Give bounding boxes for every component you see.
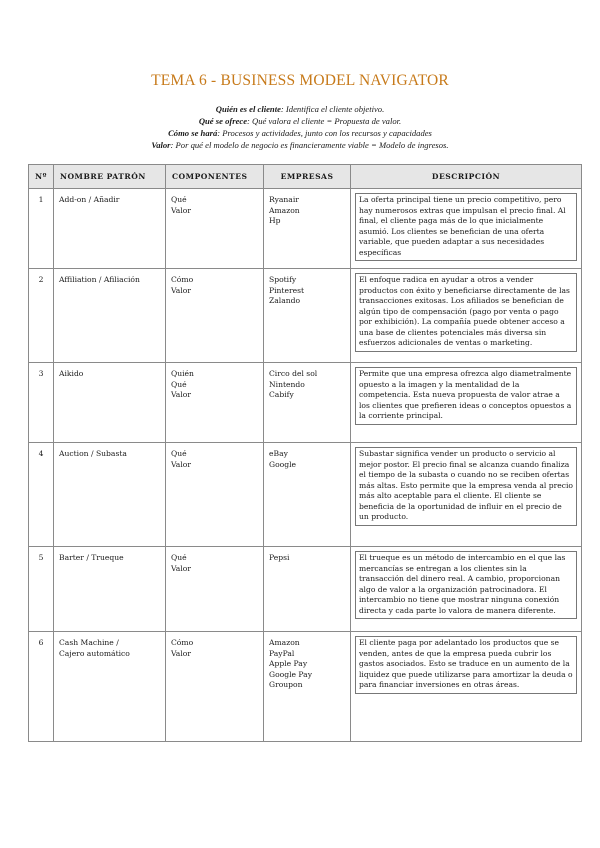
component-line: Valor <box>171 648 191 658</box>
header-components: COMPONENTES <box>166 165 264 189</box>
cell-company <box>264 443 351 547</box>
page-title: TEMA 6 - BUSINESS MODEL NAVIGATOR <box>151 72 449 89</box>
component-line: Valor <box>171 459 191 469</box>
pattern-line: Cash Machine / <box>59 638 119 647</box>
header-companies: EMPRESAS <box>264 165 351 189</box>
cell-num <box>29 443 54 547</box>
company-line: Amazon <box>269 638 300 647</box>
table-row <box>29 443 582 547</box>
component-line: Valor <box>171 563 191 573</box>
table-row <box>29 632 582 742</box>
cell-pattern <box>54 443 166 547</box>
cell-component <box>166 269 264 363</box>
cell-description <box>351 269 582 363</box>
pattern-line: Aikido <box>59 369 84 378</box>
company-line: Zalando <box>269 296 301 305</box>
component-line: Valor <box>171 285 191 295</box>
cell-company <box>264 632 351 742</box>
component-line: Qué <box>171 195 187 204</box>
company-line: PayPal <box>269 648 295 658</box>
description-text: El enfoque radica en ayudar a otros a vender productos con éxito y beneficiarse directamente de las transacciones exitosas. Los afiliados se benefician de algún tipo de compensación (pago por venta o pago por exhibición). La compañía puede obtener acceso a una base de clientes potenciales más diversa sin esfuerzos adicionales de ventas o marketing. <box>355 273 577 352</box>
company-line: Pinterest <box>269 285 305 295</box>
pattern-line: Cajero automático <box>59 648 130 658</box>
cell-num <box>29 632 54 742</box>
table-header-row <box>29 165 582 189</box>
intro-definitions <box>0 103 600 151</box>
cell-pattern <box>54 363 166 443</box>
header-description: DESCRIPCIÓN <box>351 165 582 189</box>
cell-description <box>351 632 582 742</box>
company-line: Google <box>269 459 296 469</box>
row-number: 2 <box>38 275 44 284</box>
cell-pattern <box>54 189 166 269</box>
cell-component <box>166 547 264 632</box>
intro-label: Valor <box>151 140 171 150</box>
cell-component <box>166 189 264 269</box>
header-num: Nº <box>29 165 54 189</box>
description-text: El cliente paga por adelantado los productos que se venden, antes de que la empresa pueda cubrir los gastos asociados. Esto se traduce en un aumento de la liquidez que puede utilizarse para amortizar la deuda o para financiar inversiones en otras áreas. <box>355 636 577 694</box>
row-number: 6 <box>38 638 44 647</box>
table-row <box>29 547 582 632</box>
cell-pattern <box>54 632 166 742</box>
component-line: Qué <box>171 449 187 458</box>
company-line: Pepsi <box>269 553 290 562</box>
company-line: eBay <box>269 449 288 458</box>
cell-pattern <box>54 269 166 363</box>
cell-component <box>166 363 264 443</box>
row-number: 5 <box>38 553 44 562</box>
cell-description <box>351 363 582 443</box>
company-line: Groupon <box>269 680 303 689</box>
pattern-line: Add-on / Añadir <box>59 195 120 204</box>
component-line: Cómo <box>171 275 194 284</box>
company-line: Hp <box>269 216 281 225</box>
description-text: Subastar significa vender un producto o servicio al mejor postor. El precio final se alcanza cuando finaliza el tiempo de la subasta o cuando no se reciben ofertas más altas. Esto permite que la empresa venda al precio más alto aceptable para el cliente. El cliente se beneficia de la oportunidad de influir en el precio de un producto. <box>355 447 577 526</box>
component-line: Qué <box>171 379 187 389</box>
cell-component <box>166 632 264 742</box>
company-line: Ryanair <box>269 195 299 204</box>
intro-line <box>0 115 600 127</box>
company-line: Apple Pay <box>269 659 308 668</box>
table-row <box>29 269 582 363</box>
description-text: El trueque es un método de intercambio en el que las mercancías se entregan a los clientes sin la transacción del dinero real. A cambio, proporcionan algo de valor a la organización patrocinadora. El intercambio no tiene que mostrar ninguna conexión directa y cada parte lo valora de manera diferente. <box>355 551 577 619</box>
cell-company <box>264 269 351 363</box>
row-number: 1 <box>38 195 44 204</box>
component-line: Quién <box>171 369 194 378</box>
cell-company <box>264 363 351 443</box>
cell-description <box>351 547 582 632</box>
company-line: Spotify <box>269 275 297 284</box>
cell-description <box>351 443 582 547</box>
cell-company <box>264 547 351 632</box>
company-line: Google Pay <box>269 669 312 679</box>
company-line: Cabify <box>269 390 294 399</box>
table-row <box>29 189 582 269</box>
intro-label: Quién es el cliente <box>215 104 281 114</box>
component-line: Qué <box>171 553 187 562</box>
intro-text: : Por qué el modelo de negocio es financieramente viable = Modelo de ingresos. <box>170 140 449 150</box>
component-line: Valor <box>171 205 191 215</box>
cell-num <box>29 189 54 269</box>
cell-num <box>29 269 54 363</box>
component-line: Valor <box>171 390 191 399</box>
intro-label: Qué se ofrece <box>198 116 248 126</box>
description-text: La oferta principal tiene un precio competitivo, pero hay numerosos extras que impulsan el precio final. Al final, el cliente paga más de lo que inicialmente asumió. Los clientes se benefician de una oferta variable, que pueden adaptar a sus necesidades específicas <box>355 193 577 261</box>
intro-text: : Qué valora el cliente = Propuesta de valor. <box>247 116 402 126</box>
pattern-line: Barter / Trueque <box>59 553 124 562</box>
pattern-line: Affiliation / Afiliación <box>59 275 140 284</box>
description-text: Permite que una empresa ofrezca algo diametralmente opuesto a la imagen y la mentalidad de la competencia. Esta nueva propuesta de valor atrae a los clientes que prefieren ideas o conceptos opuestos a la corriente principal. <box>355 367 577 425</box>
company-line: Circo del sol <box>269 369 318 378</box>
cell-num <box>29 363 54 443</box>
intro-line <box>0 139 600 151</box>
intro-line <box>0 127 600 139</box>
cell-component <box>166 443 264 547</box>
pattern-line: Auction / Subasta <box>59 449 127 458</box>
intro-text: : Identifica el cliente objetivo. <box>280 104 385 114</box>
cell-description <box>351 189 582 269</box>
row-number: 3 <box>38 369 44 378</box>
header-pattern: NOMBRE PATRÓN <box>54 165 166 189</box>
intro-line <box>0 103 600 115</box>
intro-label: Cómo se hará <box>168 128 218 138</box>
cell-company <box>264 189 351 269</box>
cell-pattern <box>54 547 166 632</box>
table-row <box>29 363 582 443</box>
intro-text: : Procesos y actividades, junto con los recursos y capacidades <box>217 128 432 138</box>
company-line: Nintendo <box>269 379 305 389</box>
row-number: 4 <box>38 449 44 458</box>
cell-num <box>29 547 54 632</box>
component-line: Cómo <box>171 638 194 647</box>
patterns-table <box>28 164 582 742</box>
company-line: Amazon <box>269 205 300 215</box>
